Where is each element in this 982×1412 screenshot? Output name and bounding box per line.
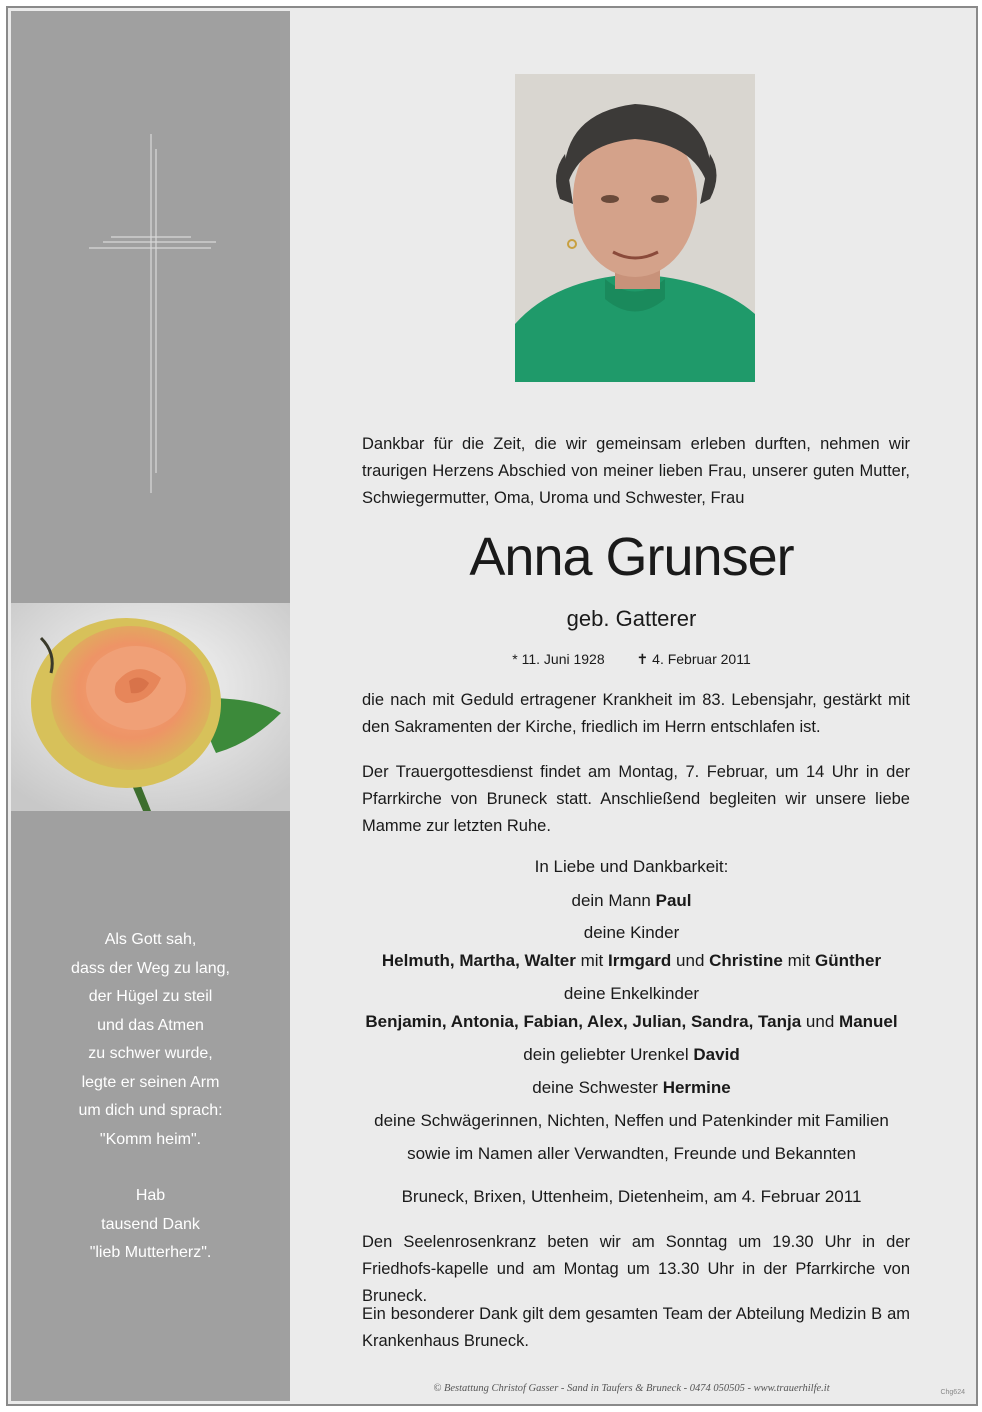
family-children (290, 951, 973, 971)
connector: mit (580, 951, 604, 970)
family-sister (290, 1078, 973, 1098)
child-spouse: Günther (814, 951, 882, 970)
poem-line: dass der Weg zu lang, (71, 959, 230, 977)
children-label: deine Kinder (583, 923, 680, 942)
great-name: David (693, 1045, 740, 1064)
grandchildren-label: deine Enkelkinder (563, 984, 700, 1003)
death-text: die nach mit Geduld ertragener Krankheit im 83. Lebensjahr, gestärkt mit den Sakramenten der Kirche, friedlich im Herrn entschlafen ist. (362, 691, 910, 736)
grandchildren-names: Benjamin, Antonia, Fabian, Alex, Julian, Sandra, Tanja (365, 1012, 802, 1031)
birth-date: * 11. Juni 1928 (512, 651, 605, 667)
grandchild-name: Manuel (839, 1012, 898, 1031)
sidebar (11, 11, 290, 1401)
connector: mit (787, 951, 811, 970)
signature: Chg624 (940, 1389, 965, 1396)
poem-line: legte er seinen Arm (81, 1073, 220, 1091)
rosary-text: Den Seelenrosenkranz beten wir am Sonntag um 19.30 Uhr in der Friedhofs-kapelle und am Montag um 13.30 Uhr in der Pfarrkirche von Bruneck. (362, 1233, 910, 1305)
poem-line: zu schwer wurde, (88, 1045, 213, 1062)
place-date: Bruneck, Brixen, Uttenheim, Dietenheim, am 4. Februar 2011 (401, 1187, 862, 1206)
connector: und (676, 951, 705, 970)
children-names: Helmuth, Martha, Walter (381, 951, 576, 970)
thanks-text: Ein besonderer Dank gilt dem gesamten Team der Abteilung Medizin B am Krankenhaus Bruneck. (362, 1305, 910, 1350)
family-intro: In Liebe und Dankbarkeit: (534, 857, 729, 876)
service-text: Der Trauergottesdienst findet am Montag, 7. Februar, um 14 Uhr in der Pfarrkirche von Bruneck statt. Anschließend begleiten wir unsere liebe Mamme zur letzten Ruhe. (362, 763, 910, 835)
death-date: ✝ 4. Februar 2011 (636, 651, 751, 667)
poem-line: "Komm heim". (99, 1130, 202, 1148)
poem-line: Hab (135, 1187, 166, 1204)
portrait-photo (515, 74, 755, 382)
footer: © Bestattung Christof Gasser - Sand in Taufers & Bruneck - 0474 050505 - www.trauerhilfe.it (433, 1383, 830, 1394)
sister-name: Hermine (662, 1078, 731, 1097)
intro-text: Dankbar für die Zeit, die wir gemeinsam erleben durften, nehmen wir traurigen Herzens Abschied von meiner lieben Frau, unserer guten Mutter, Schwiegermutter, Oma, Uroma und Schwester, Frau (362, 435, 910, 507)
husband-name: Paul (655, 891, 692, 910)
poem (11, 926, 290, 1268)
family-grandchildren (290, 1012, 973, 1032)
sister-label: deine Schwester (532, 1078, 658, 1097)
poem-line: der Hügel zu steil (88, 988, 213, 1005)
main-content (290, 11, 973, 1401)
family-relatives: sowie im Namen aller Verwandten, Freunde und Bekannten (407, 1144, 856, 1163)
obituary-card (6, 6, 978, 1406)
family-others: deine Schwägerinnen, Nichten, Neffen und Patenkinder mit Familien (374, 1111, 889, 1130)
connector: und (805, 1012, 835, 1031)
poem-line: und das Atmen (97, 1016, 204, 1034)
child-spouse: Irmgard (608, 951, 672, 970)
life-dates (290, 651, 973, 668)
family-husband (290, 891, 973, 911)
deceased-name: Anna Grunser (469, 527, 794, 587)
family-great-grandchild (290, 1045, 973, 1065)
poem-line: Als Gott sah, (104, 931, 197, 948)
poem-line: "lieb Mutterherz". (89, 1244, 212, 1261)
poem-line: tausend Dank (101, 1215, 200, 1233)
great-label: dein geliebter Urenkel (523, 1045, 689, 1064)
child-name: Christine (709, 951, 783, 970)
rose-image (11, 603, 290, 811)
cross-icon (11, 11, 290, 511)
maiden-name: geb. Gatterer (566, 606, 697, 631)
husband-label: dein Mann (571, 891, 651, 910)
poem-line: um dich und sprach: (78, 1102, 223, 1119)
